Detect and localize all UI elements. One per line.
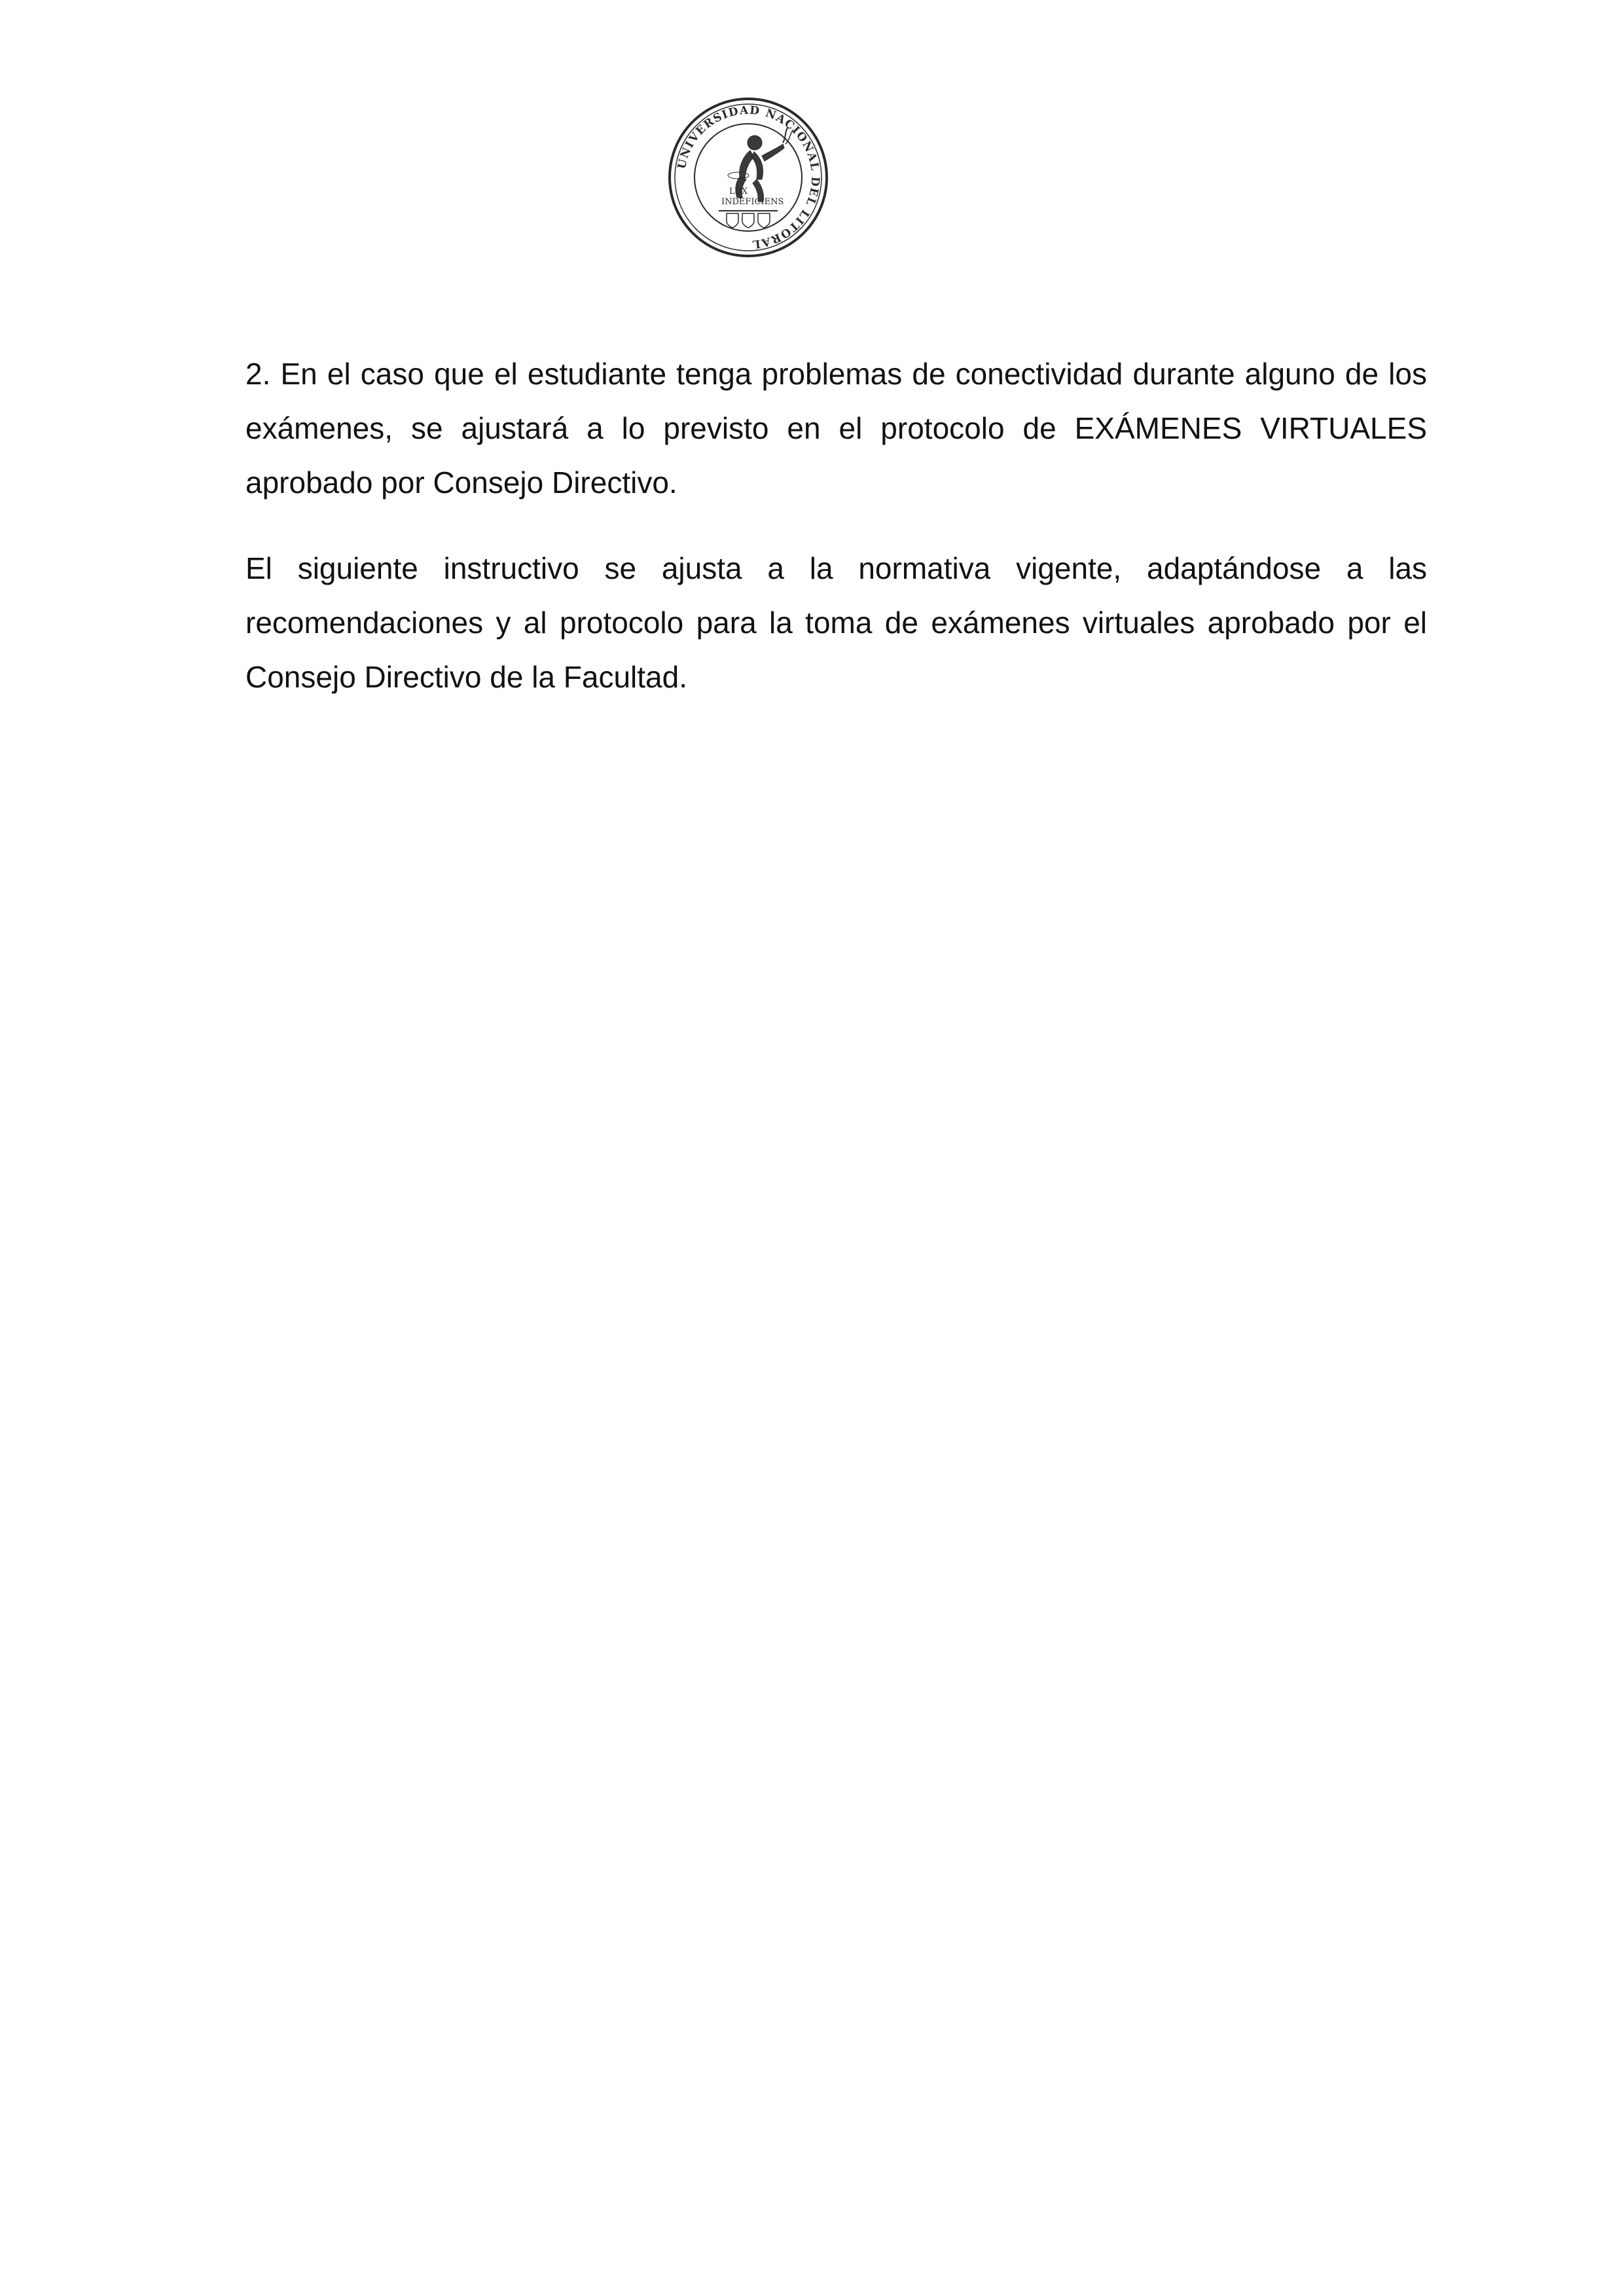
seal-motto-line1: LUX — [729, 187, 748, 196]
document-body — [245, 347, 1427, 736]
paragraph-connectivity: 2. En el caso que el estudiante tenga problemas de conectividad durante alguno de los exámenes, se ajustará a lo previsto en el protocolo de EXÁMENES VIRTUALES aprobado por Consejo Directivo. — [245, 357, 1427, 500]
university-seal-icon — [666, 96, 830, 259]
seal-ring-text: UNIVERSIDAD NACIONAL DEL LITORAL — [675, 103, 822, 251]
seal-motto-line2: INDEFICIENS — [721, 197, 784, 207]
paragraph-instructive: El siguiente instructivo se ajusta a la normativa vigente, adaptándose a las recomendaciones y al protocolo para la toma de exámenes virtuales aprobado por el Consejo Directivo de la Facultad. — [245, 551, 1427, 694]
